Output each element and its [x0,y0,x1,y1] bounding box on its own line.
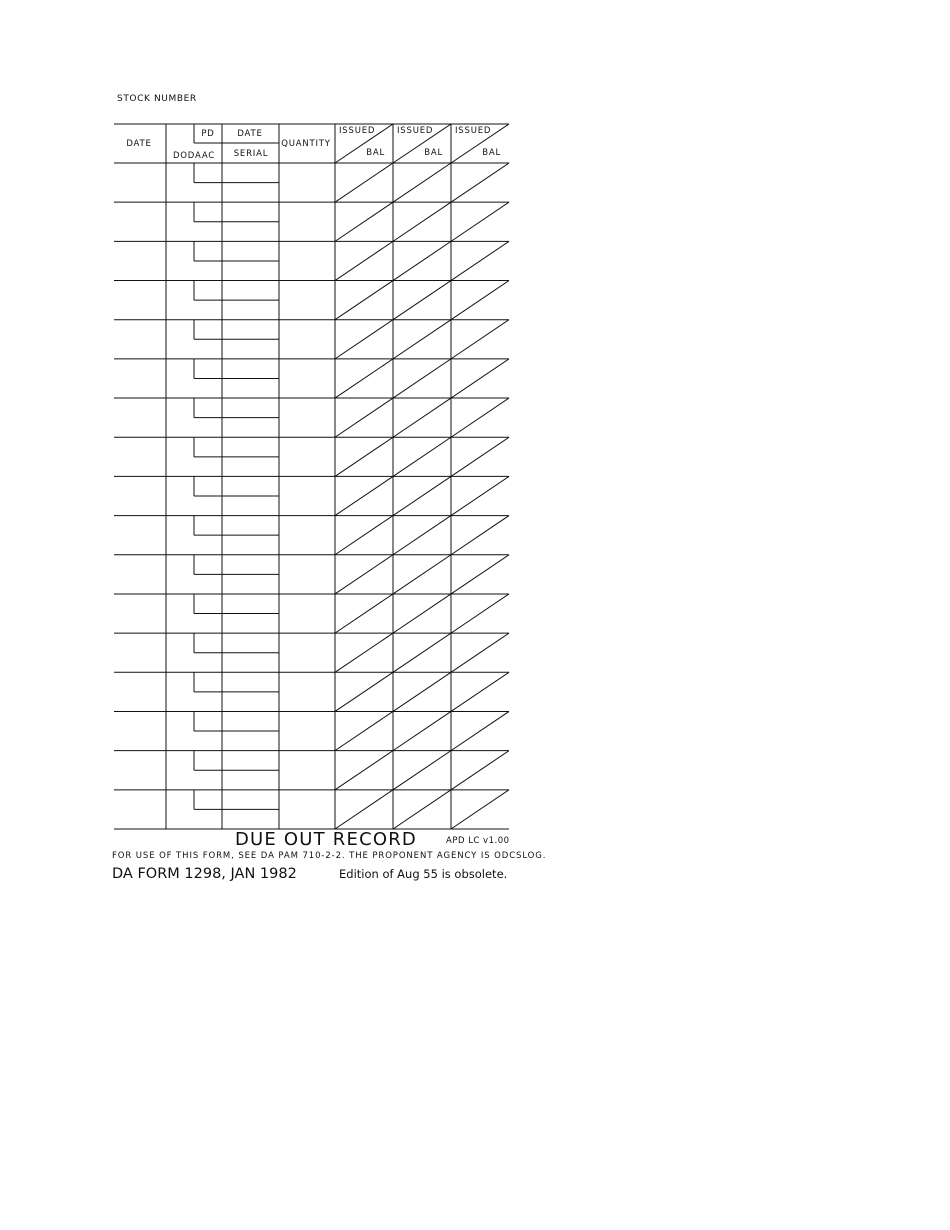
row-17-issued-bal-diagonal-3 [451,790,509,829]
row-12-issued-bal-diagonal-2 [393,594,451,633]
form-version: APD LC v1.00 [446,836,510,846]
form-number: DA FORM 1298, JAN 1982 [112,866,297,882]
column-header-issued-2: ISSUED [397,126,434,136]
column-header-bal-2: BAL [424,148,443,158]
column-header-bal-1: BAL [366,148,385,158]
row-11-issued-bal-diagonal-2 [393,555,451,594]
column-header-date-2: DATE [237,129,263,139]
column-header-issued-3: ISSUED [455,126,492,136]
row-16-issued-bal-diagonal-3 [451,751,509,790]
form-title: DUE OUT RECORD [235,829,417,850]
row-8-issued-bal-diagonal-1 [335,437,393,476]
row-15-issued-bal-diagonal-3 [451,711,509,750]
stock-number-label: STOCK NUMBER [117,94,197,104]
column-header-dodaac: DODAAC [172,151,216,161]
row-5-issued-bal-diagonal-2 [393,320,451,359]
column-header-bal-3: BAL [482,148,501,158]
row-9-issued-bal-diagonal-2 [393,476,451,515]
row-13-issued-bal-diagonal-3 [451,633,509,672]
column-header-quantity: QUANTITY [281,139,331,149]
row-15-issued-bal-diagonal-1 [335,711,393,750]
row-17-issued-bal-diagonal-2 [393,790,451,829]
form-instructions: FOR USE OF THIS FORM, SEE DA PAM 710-2-2. THE PROPONENT AGENCY IS ODCSLOG. [112,851,547,861]
row-8-issued-bal-diagonal-3 [451,437,509,476]
row-5-issued-bal-diagonal-3 [451,320,509,359]
row-3-issued-bal-diagonal-3 [451,241,509,280]
row-13-issued-bal-diagonal-2 [393,633,451,672]
row-13-issued-bal-diagonal-1 [335,633,393,672]
row-15-issued-bal-diagonal-2 [393,711,451,750]
row-2-issued-bal-diagonal-3 [451,202,509,241]
row-1-issued-bal-diagonal-2 [393,163,451,202]
row-10-issued-bal-diagonal-3 [451,516,509,555]
row-2-issued-bal-diagonal-1 [335,202,393,241]
row-7-issued-bal-diagonal-3 [451,398,509,437]
row-7-issued-bal-diagonal-1 [335,398,393,437]
row-9-issued-bal-diagonal-3 [451,476,509,515]
row-11-issued-bal-diagonal-1 [335,555,393,594]
row-10-issued-bal-diagonal-2 [393,516,451,555]
column-header-issued-1: ISSUED [339,126,376,136]
row-2-issued-bal-diagonal-2 [393,202,451,241]
row-4-issued-bal-diagonal-2 [393,281,451,320]
row-10-issued-bal-diagonal-1 [335,516,393,555]
row-16-issued-bal-diagonal-2 [393,751,451,790]
row-12-issued-bal-diagonal-1 [335,594,393,633]
row-14-issued-bal-diagonal-1 [335,672,393,711]
row-16-issued-bal-diagonal-1 [335,751,393,790]
row-14-issued-bal-diagonal-2 [393,672,451,711]
row-14-issued-bal-diagonal-3 [451,672,509,711]
row-6-issued-bal-diagonal-2 [393,359,451,398]
column-header-date: DATE [126,139,152,149]
row-4-issued-bal-diagonal-3 [451,281,509,320]
row-5-issued-bal-diagonal-1 [335,320,393,359]
row-9-issued-bal-diagonal-1 [335,476,393,515]
row-12-issued-bal-diagonal-3 [451,594,509,633]
column-header-serial: SERIAL [233,149,269,159]
row-17-issued-bal-diagonal-1 [335,790,393,829]
row-6-issued-bal-diagonal-3 [451,359,509,398]
row-4-issued-bal-diagonal-1 [335,281,393,320]
row-7-issued-bal-diagonal-2 [393,398,451,437]
row-11-issued-bal-diagonal-3 [451,555,509,594]
row-1-issued-bal-diagonal-1 [335,163,393,202]
row-1-issued-bal-diagonal-3 [451,163,509,202]
row-8-issued-bal-diagonal-2 [393,437,451,476]
row-3-issued-bal-diagonal-1 [335,241,393,280]
row-3-issued-bal-diagonal-2 [393,241,451,280]
form-edition-note: Edition of Aug 55 is obsolete. [339,867,508,881]
column-header-pd: PD [201,129,215,139]
row-6-issued-bal-diagonal-1 [335,359,393,398]
